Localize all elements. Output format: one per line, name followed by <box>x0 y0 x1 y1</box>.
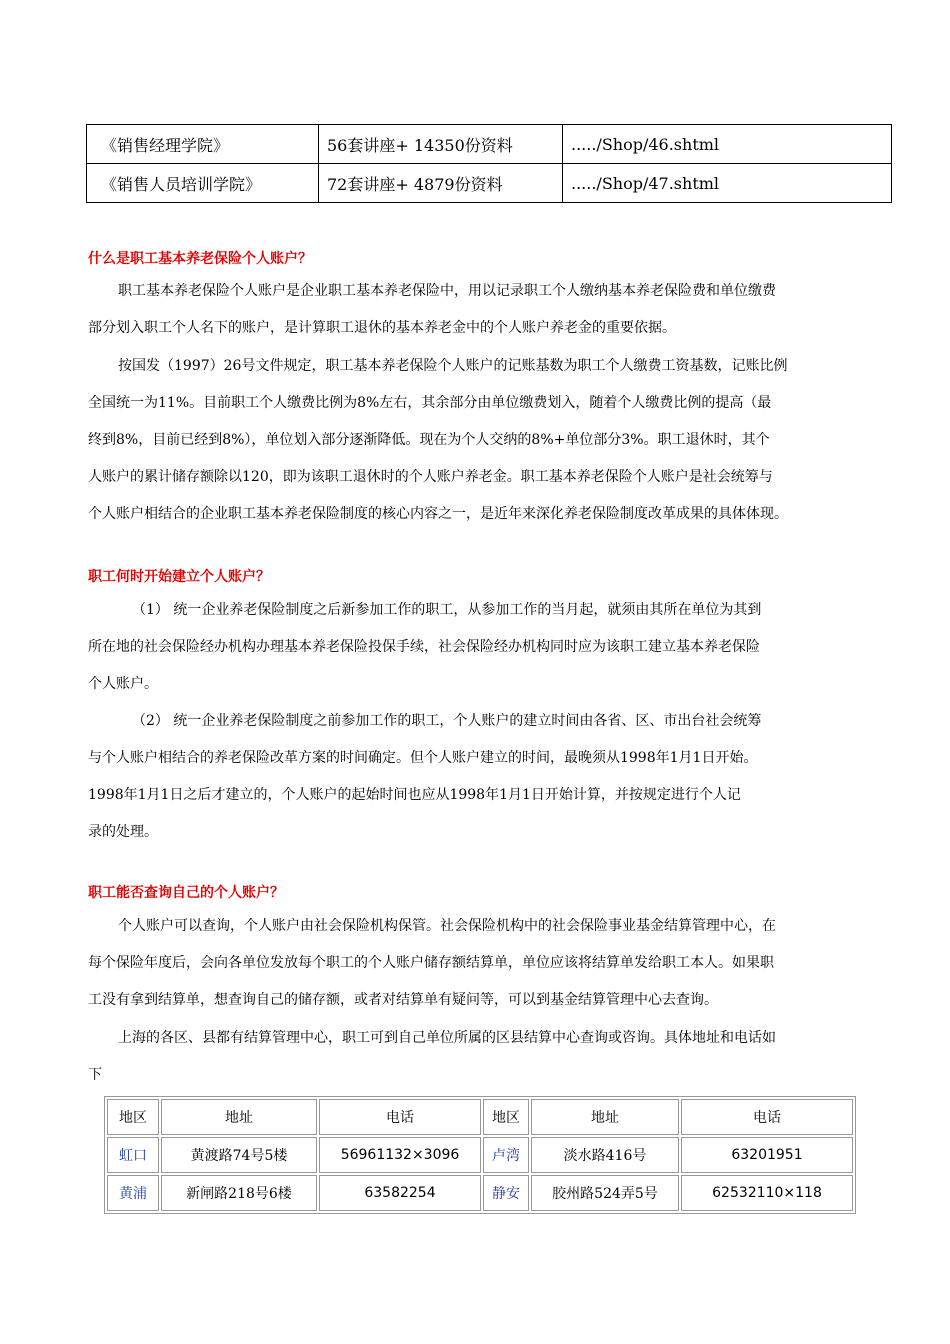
address-cell: 黄渡路74号5楼 <box>161 1137 317 1173</box>
address-cell: 胶州路524弄5号 <box>531 1175 679 1211</box>
section-heading: 职工何时开始建立个人账户？ <box>88 569 270 585</box>
list-item <box>88 703 858 851</box>
section-heading: 什么是职工基本养老保险个人账户？ <box>88 251 312 267</box>
resource-link[interactable]: ...../Shop/47.shtml <box>563 164 892 203</box>
phone-cell: 63582254 <box>319 1175 481 1211</box>
text-line: 1998年1月1日之后才建立的，个人账户的起始时间也应从1998年1月1日开始计算，并按规定进行个人记 <box>88 787 741 803</box>
column-header: 地址 <box>531 1099 679 1135</box>
district-link[interactable]: 静安 <box>483 1175 529 1211</box>
paragraph <box>88 348 888 533</box>
resource-link[interactable]: ...../Shop/46.shtml <box>563 125 892 164</box>
text-line: 每个保险年度后，会向各单位发放每个职工的个人账户储存额结算单，单位应该将结算单发给职工本人。如果职 <box>88 955 774 971</box>
text-line: 所在地的社会保险经办机构办理基本养老保险投保手续，社会保险经办机构同时应为该职工建立基本养老保险 <box>88 639 760 655</box>
resource-table <box>86 124 892 203</box>
text-line: 按国发（1997）26号文件规定，职工基本养老保险个人账户的记账基数为职工个人缴费工资基数，记账比例 <box>118 358 788 374</box>
district-link[interactable]: 卢湾 <box>483 1137 529 1173</box>
text-line: 个人账户可以查询，个人账户由社会保险机构保管。社会保险机构中的社会保险事业基金结算管理中心，在 <box>118 918 776 934</box>
table-row <box>107 1137 853 1173</box>
column-header: 地区 <box>483 1099 529 1135</box>
text-line: 工没有拿到结算单，想查询自己的储存额，或者对结算单有疑问等，可以到基金结算管理中心去查询。 <box>88 992 718 1008</box>
address-cell: 淡水路416号 <box>531 1137 679 1173</box>
column-header: 地区 <box>107 1099 159 1135</box>
table-row <box>107 1175 853 1211</box>
text-line: （2） 统一企业养老保险制度之前参加工作的职工，个人账户的建立时间由各省、区、市出台社会统筹 <box>132 713 762 729</box>
list-item <box>88 592 858 703</box>
resource-count: 72套讲座+ 4879份资料 <box>319 164 563 203</box>
table-row <box>87 125 892 164</box>
paragraph <box>88 273 888 347</box>
district-link[interactable]: 虹口 <box>107 1137 159 1173</box>
phone-cell: 63201951 <box>681 1137 853 1173</box>
text-line: 上海的各区、县都有结算管理中心，职工可到自己单位所属的区县结算中心查询或咨询。具体地址和电话如 <box>118 1030 776 1046</box>
paragraph <box>88 908 888 1019</box>
text-line: 与个人账户相结合的养老保险改革方案的时间确定。但个人账户建立的时间，最晚须从1998年1月1日开始。 <box>88 750 758 766</box>
column-header: 电话 <box>319 1099 481 1135</box>
table-row <box>87 164 892 203</box>
paragraph <box>88 1020 888 1094</box>
resource-name: 《销售经理学院》 <box>87 125 319 164</box>
text-line: 终到8%，目前已经到8%），单位划入部分逐渐降低。现在为个人交纳的8%+单位部分3%。职工退休时，其个 <box>88 432 770 448</box>
address-cell: 新闸路218号6楼 <box>161 1175 317 1211</box>
district-link[interactable]: 黄浦 <box>107 1175 159 1211</box>
column-header: 电话 <box>681 1099 853 1135</box>
text-line: 个人账户。 <box>88 676 158 692</box>
address-table <box>104 1096 856 1214</box>
resource-count: 56套讲座+ 14350份资料 <box>319 125 563 164</box>
table-header-row <box>107 1099 853 1135</box>
text-line: 个人账户相结合的企业职工基本养老保险制度的核心内容之一，是近年来深化养老保险制度改革成果的具体体现。 <box>88 506 788 522</box>
text-line: 部分划入职工个人名下的账户，是计算职工退休的基本养老金中的个人账户养老金的重要依据。 <box>88 320 676 336</box>
section-heading: 职工能否查询自己的个人账户？ <box>88 885 284 901</box>
phone-cell: 56961132×3096 <box>319 1137 481 1173</box>
text-line: 人账户的累计储存额除以120，即为该职工退休时的个人账户养老金。职工基本养老保险个人账户是社会统筹与 <box>88 469 773 485</box>
text-line: 职工基本养老保险个人账户是企业职工基本养老保险中，用以记录职工个人缴纳基本养老保险费和单位缴费 <box>118 283 776 299</box>
phone-cell: 62532110×118 <box>681 1175 853 1211</box>
text-line: 下 <box>88 1067 102 1083</box>
column-header: 地址 <box>161 1099 317 1135</box>
text-line: 录的处理。 <box>88 824 158 840</box>
text-line: 全国统一为11%。目前职工个人缴费比例为8%左右，其余部分由单位缴费划入，随着个人缴费比例的提高（最 <box>88 395 772 411</box>
resource-name: 《销售人员培训学院》 <box>87 164 319 203</box>
text-line: （1） 统一企业养老保险制度之后新参加工作的职工，从参加工作的当月起，就须由其所在单位为其到 <box>132 602 762 618</box>
